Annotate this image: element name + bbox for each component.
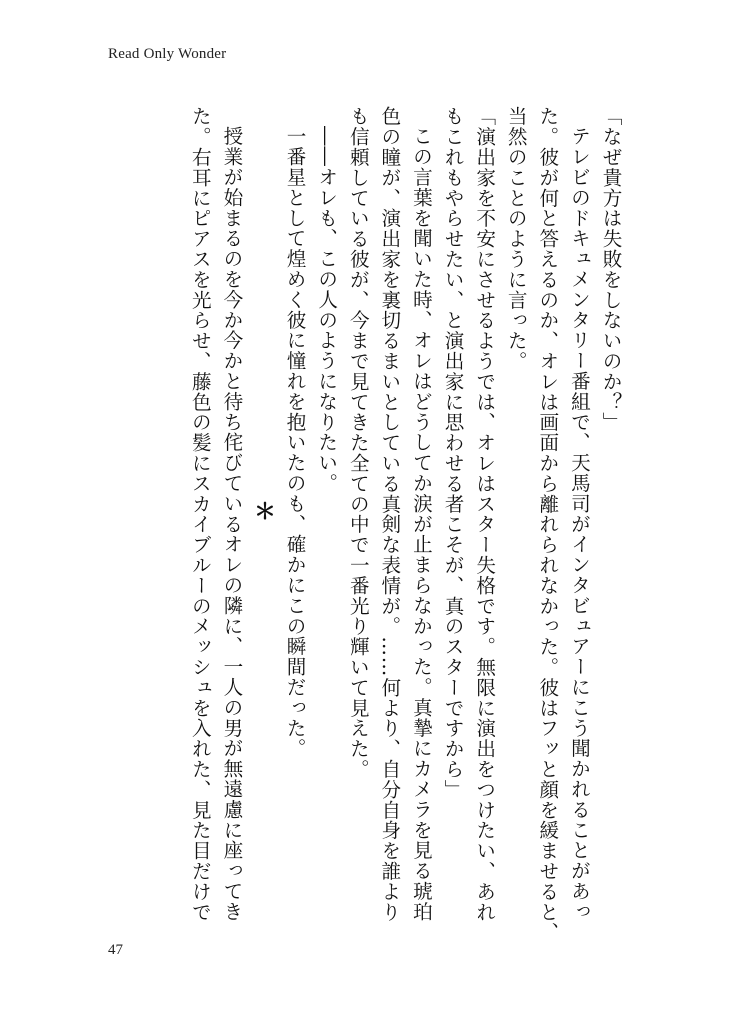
text-line-7: この言葉を聞いた時、オレはどうしてか涙が止まらなかった。真摯にカメラを見る琥珀 [409,125,433,922]
scene-break-asterisk: ＊ [250,499,276,523]
running-title: Read Only Wonder [108,46,227,62]
page-number: 47 [108,942,123,958]
text-line-12: 授業が始まるのを今か今かと待ち侘びているオレの隣に、一人の男が無遠慮に座ってき [219,125,243,922]
vertical-body-text [184,106,626,943]
text-line-10: ――オレも、この人のようになりたい。 [314,125,338,493]
text-line-6: もこれもやらせたい、と演出家に思わせる者こそが、真のスターですから」 [441,106,465,800]
text-line-4: 当然のことのように言った。 [504,106,528,372]
text-line-8: 色の瞳が、演出家を裏切るまいとしている真剣な表情が。……何より、自分自身を誰より [377,106,401,922]
text-line-9: も信頼している彼が、今まで見てきた全ての中で一番光り輝いて見えた。 [346,106,370,780]
text-line-13: た。右耳にピアスを光らせ、藤色の髪にスカイブルーのメッシュを入れた、見た目だけで [188,106,212,922]
text-line-5: 「演出家を不安にさせるようでは、オレはスター失格です。無限に演出をつけたい、あれ [472,106,496,922]
text-line-1: 「なぜ貴方は失敗をしないのか？」 [599,106,622,433]
text-line-3: た。彼が何と答えるのか、オレは画面から離れられなかった。彼はフッと顔を緩ませると、 [535,106,559,943]
text-line-2: テレビのドキュメンタリー番組で、天馬司がインタビュアーにこう聞かれることがあっ [567,125,591,922]
text-line-11: 一番星として煌めく彼に憧れを抱いたのも、確かにこの瞬間だった。 [283,125,307,758]
